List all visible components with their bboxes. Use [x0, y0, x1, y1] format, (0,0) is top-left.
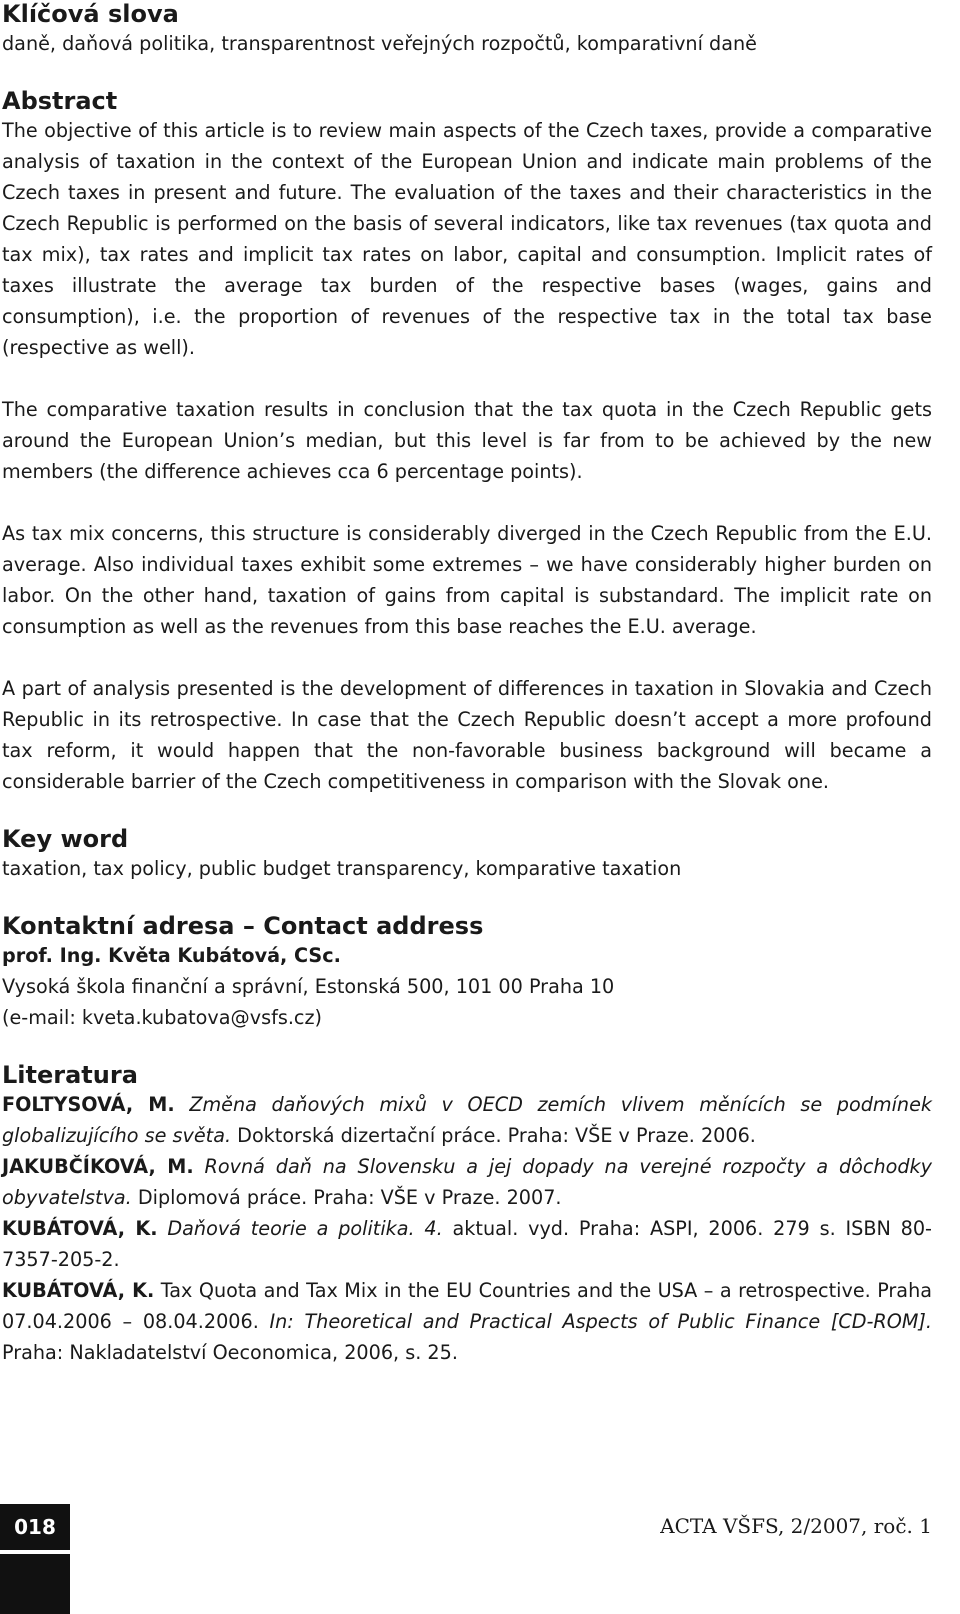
contact-name: prof. Ing. Květa Kubátová, CSc. [2, 944, 341, 967]
literature-section [2, 1061, 932, 1368]
reference-details: Diplomová práce. Praha: VŠE v Praze. 2007. [137, 1186, 562, 1209]
article-page [2, 0, 932, 1396]
reference-title: Rovná daň na Slovensku a jej dopady na verejné rozpočty a dôchodky obyvatelstva. [2, 1155, 932, 1209]
contact-heading: Kontaktní adresa – Contact address [2, 912, 484, 940]
page-number-bar [0, 1554, 70, 1614]
reference-details: Doktorská dizertační práce. Praha: VŠE v Praze. 2006. [237, 1124, 756, 1147]
contact-address: Vysoká škola finanční a správní, Estonská 500, 101 00 Praha 10 [2, 975, 615, 998]
abstract-paragraph-4: A part of analysis presented is the development of differences in taxation in Slovakia and Czech Republic in its retrospective. In case that the Czech Republic doesn’t accept a more profound tax reform, it would happen that the non-favorable business background will became a considerable barrier of the Czech competitiveness in comparison with the Slovak one. [2, 677, 932, 793]
abstract-paragraph-1: The objective of this article is to review main aspects of the Czech taxes, provide a comparative analysis of taxation in the context of the European Union and indicate main problems of the Czech taxes in present and future. The evaluation of the taxes and their characteristics in the Czech Republic is performed on the basis of several indicators, like tax revenues (tax quota and tax mix), tax rates and implicit tax rates on labor, capital and consumption. Implicit rates of taxes illustrate the average tax burden of the respective bases (wages, gains and consumption), i.e. the proportion of revenues of the respective tax in the total tax base (respective as well). [2, 119, 932, 359]
journal-citation: ACTA VŠFS, 2/2007, roč. 1 [660, 1514, 932, 1538]
reference-title: Tax Quota and Tax Mix in the EU Countries and the USA – a retrospective. Praha 07.04.2006 – 08.04.2006. [2, 1279, 932, 1333]
keywords-en-text: taxation, tax policy, public budget transparency, komparative taxation [2, 857, 682, 880]
keywords-en-section [2, 825, 932, 884]
reference-author: KUBÁTOVÁ, K. [2, 1279, 155, 1302]
reference-source: In: Theoretical and Practical Aspects of Public Finance [CD-ROM]. [269, 1310, 932, 1333]
reference-item [2, 1151, 932, 1213]
reference-author: KUBÁTOVÁ, K. [2, 1217, 158, 1240]
page-number: 018 [0, 1504, 70, 1550]
keywords-cz-section [2, 0, 932, 59]
reference-details: aktual. vyd. Praha: ASPI, 2006. 279 s. ISBN 80-7357-205-2. [2, 1217, 932, 1271]
reference-title: Změna daňových mixů v OECD zemích vlivem měnících se podmínek globalizujícího se světa. [2, 1093, 932, 1147]
abstract-paragraph-2: The comparative taxation results in conclusion that the tax quota in the Czech Republic gets around the European Union’s median, but this level is far from to be achieved by the new members (the difference achieves cca 6 percentage points). [2, 398, 932, 483]
abstract-section [2, 87, 932, 797]
contact-email: (e-mail: kveta.kubatova@vsfs.cz) [2, 1006, 323, 1029]
abstract-paragraph-3: As tax mix concerns, this structure is considerably diverged in the Czech Republic from the E.U. average. Also individual taxes exhibit some extremes – we have considerably higher burden on labor. On the other hand, taxation of gains from capital is substandard. The implicit rate on consumption as well as the revenues from this base reaches the E.U. average. [2, 522, 932, 638]
literature-heading: Literatura [2, 1061, 138, 1089]
reference-item [2, 1213, 932, 1275]
reference-title: Daňová teorie a politika. 4. [167, 1217, 443, 1240]
reference-author: JAKUBČÍKOVÁ, M. [2, 1155, 194, 1178]
keywords-cz-heading: Klíčová slova [2, 0, 179, 28]
keywords-cz-text: daně, daňová politika, transparentnost veřejných rozpočtů, komparativní daně [2, 32, 757, 55]
reference-item [2, 1275, 932, 1368]
keywords-en-heading: Key word [2, 825, 129, 853]
abstract-heading: Abstract [2, 87, 118, 115]
reference-details: Praha: Nakladatelství Oeconomica, 2006, s. 25. [2, 1341, 458, 1364]
reference-author: FOLTYSOVÁ, M. [2, 1093, 175, 1116]
page-footer [0, 1504, 960, 1614]
reference-item [2, 1089, 932, 1151]
contact-section [2, 912, 932, 1033]
